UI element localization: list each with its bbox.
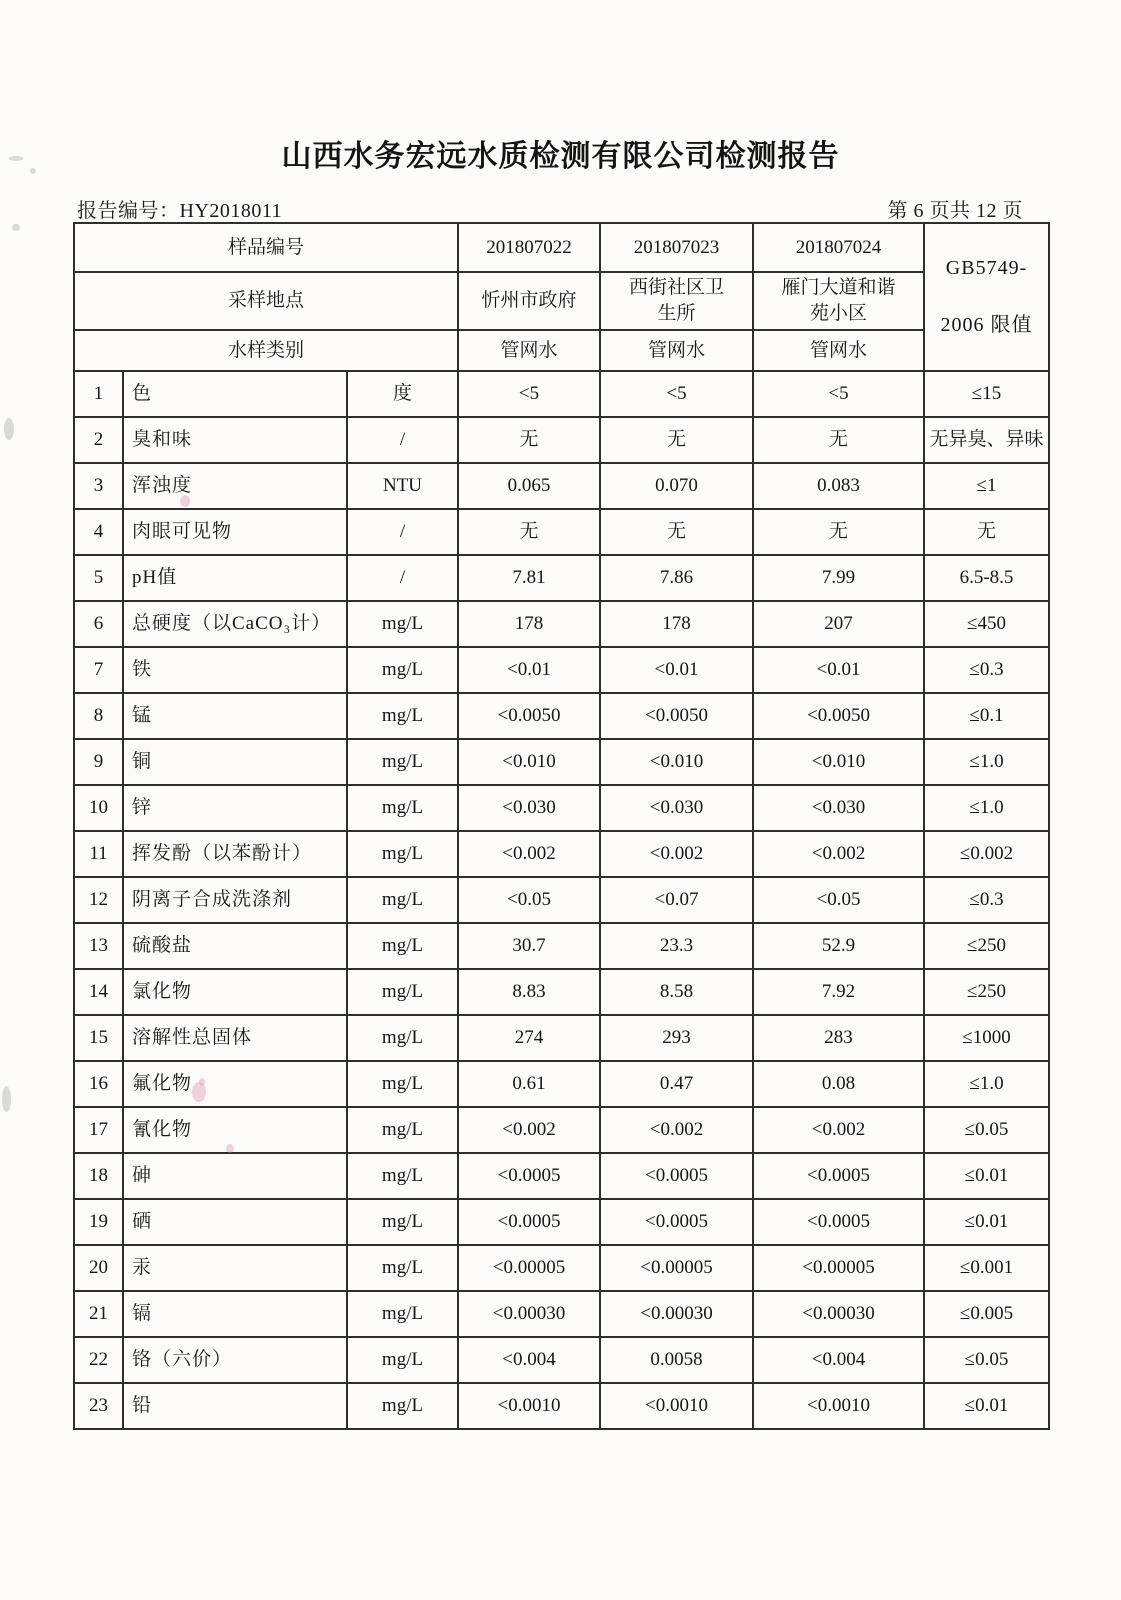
- row-number: 19: [74, 1199, 123, 1245]
- sample1-value: 0.61: [458, 1061, 600, 1107]
- parameter-unit: /: [347, 555, 458, 601]
- limit-value: ≤0.01: [924, 1383, 1049, 1429]
- limit-value: ≤0.01: [924, 1199, 1049, 1245]
- table-row: [74, 1291, 1049, 1337]
- parameter-unit: mg/L: [347, 969, 458, 1015]
- sample1-value: 无: [458, 417, 600, 463]
- parameter-name: pH值: [123, 555, 347, 601]
- sample1-value: <0.010: [458, 739, 600, 785]
- report-number: 报告编号：HY2018011: [77, 200, 283, 222]
- parameter-name: 臭和味: [123, 417, 347, 463]
- sample2-value: <0.07: [600, 877, 753, 923]
- water-quality-table: [73, 222, 1050, 1430]
- sample2-value: <5: [600, 371, 753, 417]
- sample3-value: <0.0005: [753, 1153, 924, 1199]
- sample-number-2: 201807023: [600, 223, 753, 272]
- sample2-value: 8.58: [600, 969, 753, 1015]
- parameter-name: 砷: [123, 1153, 347, 1199]
- page-title: 山西水务宏远水质检测有限公司检测报告: [281, 140, 840, 173]
- sample3-value: <0.010: [753, 739, 924, 785]
- parameter-unit: mg/L: [347, 1383, 458, 1429]
- sample2-value: 0.0058: [600, 1337, 753, 1383]
- table-row: [74, 1153, 1049, 1199]
- parameter-unit: mg/L: [347, 1061, 458, 1107]
- parameter-name: 硒: [123, 1199, 347, 1245]
- row-number: 20: [74, 1245, 123, 1291]
- parameter-unit: mg/L: [347, 1337, 458, 1383]
- sample3-value: <0.002: [753, 831, 924, 877]
- parameter-name: 锌: [123, 785, 347, 831]
- parameter-name: 硫酸盐: [123, 923, 347, 969]
- row-number: 1: [74, 371, 123, 417]
- parameter-name: 肉眼可见物: [123, 509, 347, 555]
- table-row: [74, 1199, 1049, 1245]
- water-type-3: 管网水: [753, 330, 924, 371]
- limit-value: ≤250: [924, 923, 1049, 969]
- parameter-unit: mg/L: [347, 831, 458, 877]
- sample3-value: <0.01: [753, 647, 924, 693]
- table-row: [74, 739, 1049, 785]
- row-number: 18: [74, 1153, 123, 1199]
- limit-value: ≤450: [924, 601, 1049, 647]
- limit-standard-line1: GB5749-: [945, 256, 1028, 279]
- sample-number-1: 201807022: [458, 223, 600, 272]
- limit-value: ≤15: [924, 371, 1049, 417]
- limit-value: ≤1.0: [924, 739, 1049, 785]
- row-number: 21: [74, 1291, 123, 1337]
- table-row: [74, 877, 1049, 923]
- sample2-value: <0.010: [600, 739, 753, 785]
- sampling-location-3: 雁门大道和谐苑小区: [753, 272, 924, 331]
- limit-value: ≤0.001: [924, 1245, 1049, 1291]
- water-type-2: 管网水: [600, 330, 753, 371]
- limit-value: ≤1.0: [924, 1061, 1049, 1107]
- parameter-unit: 度: [347, 371, 458, 417]
- sampling-location-2: 西街社区卫生所: [600, 272, 753, 331]
- table-row: [74, 1107, 1049, 1153]
- sample3-value: <0.0010: [753, 1383, 924, 1429]
- sample2-value: <0.0005: [600, 1153, 753, 1199]
- sample1-value: <0.05: [458, 877, 600, 923]
- parameter-name: 阴离子合成洗涤剂: [123, 877, 347, 923]
- sample1-value: 274: [458, 1015, 600, 1061]
- sample3-value: 0.08: [753, 1061, 924, 1107]
- limit-value: 无: [924, 509, 1049, 555]
- table-row: [74, 831, 1049, 877]
- sample2-value: <0.0010: [600, 1383, 753, 1429]
- sample2-value: <0.0050: [600, 693, 753, 739]
- sample1-value: <0.01: [458, 647, 600, 693]
- limit-value: ≤1000: [924, 1015, 1049, 1061]
- parameter-name: 挥发酚（以苯酚计）: [123, 831, 347, 877]
- sample1-value: <0.00030: [458, 1291, 600, 1337]
- sample3-value: 无: [753, 509, 924, 555]
- limit-value: ≤0.005: [924, 1291, 1049, 1337]
- sample2-value: 293: [600, 1015, 753, 1061]
- parameter-unit: mg/L: [347, 1199, 458, 1245]
- parameter-unit: mg/L: [347, 923, 458, 969]
- parameter-unit: mg/L: [347, 1153, 458, 1199]
- parameter-name: 锰: [123, 693, 347, 739]
- sample3-value: <0.0050: [753, 693, 924, 739]
- limit-value: 无异臭、异味: [924, 417, 1049, 463]
- sample1-value: <0.0050: [458, 693, 600, 739]
- row-number: 15: [74, 1015, 123, 1061]
- sample1-value: 178: [458, 601, 600, 647]
- sample1-value: <0.0005: [458, 1199, 600, 1245]
- parameter-unit: mg/L: [347, 785, 458, 831]
- parameter-name: 氰化物: [123, 1107, 347, 1153]
- parameter-unit: NTU: [347, 463, 458, 509]
- sample1-value: <0.002: [458, 1107, 600, 1153]
- sample2-value: 7.86: [600, 555, 753, 601]
- sample3-value: 7.92: [753, 969, 924, 1015]
- sample3-value: <5: [753, 371, 924, 417]
- sample-number-3: 201807024: [753, 223, 924, 272]
- parameter-name: 氯化物: [123, 969, 347, 1015]
- header-sample-no-label: 样品编号: [74, 223, 458, 272]
- parameter-unit: /: [347, 417, 458, 463]
- table-row: [74, 1383, 1049, 1429]
- header-row-sample-no: [74, 223, 1049, 272]
- parameter-unit: mg/L: [347, 1107, 458, 1153]
- parameter-unit: mg/L: [347, 1015, 458, 1061]
- row-number: 22: [74, 1337, 123, 1383]
- limit-value: ≤250: [924, 969, 1049, 1015]
- limit-value: ≤0.05: [924, 1337, 1049, 1383]
- parameter-name: 溶解性总固体: [123, 1015, 347, 1061]
- header-row-type: [74, 330, 1049, 371]
- parameter-name: 铅: [123, 1383, 347, 1429]
- sample2-value: <0.0005: [600, 1199, 753, 1245]
- parameter-unit: mg/L: [347, 877, 458, 923]
- sample3-value: 0.083: [753, 463, 924, 509]
- sample1-value: <5: [458, 371, 600, 417]
- table-row: [74, 969, 1049, 1015]
- row-number: 11: [74, 831, 123, 877]
- scan-artifact: [2, 1086, 11, 1112]
- sample2-value: <0.00005: [600, 1245, 753, 1291]
- parameter-unit: /: [347, 509, 458, 555]
- limit-value: ≤0.1: [924, 693, 1049, 739]
- sample1-value: 8.83: [458, 969, 600, 1015]
- page-indicator: 第 6 页共 12 页: [887, 200, 1023, 222]
- table-row: [74, 417, 1049, 463]
- sample3-value: <0.004: [753, 1337, 924, 1383]
- sample2-value: <0.00030: [600, 1291, 753, 1337]
- table-row: [74, 693, 1049, 739]
- sample3-value: <0.05: [753, 877, 924, 923]
- row-number: 23: [74, 1383, 123, 1429]
- parameter-unit: mg/L: [347, 1245, 458, 1291]
- row-number: 3: [74, 463, 123, 509]
- sample1-value: <0.004: [458, 1337, 600, 1383]
- table-row: [74, 1337, 1049, 1383]
- table-row: [74, 1015, 1049, 1061]
- limit-value: ≤0.002: [924, 831, 1049, 877]
- sample1-value: <0.0005: [458, 1153, 600, 1199]
- sample2-value: <0.01: [600, 647, 753, 693]
- limit-value: ≤0.01: [924, 1153, 1049, 1199]
- header-location-label: 采样地点: [74, 272, 458, 331]
- row-number: 6: [74, 601, 123, 647]
- limit-value: ≤1: [924, 463, 1049, 509]
- header-limit-standard: [924, 223, 1049, 371]
- sample2-value: 0.47: [600, 1061, 753, 1107]
- parameter-unit: mg/L: [347, 647, 458, 693]
- table-row: [74, 555, 1049, 601]
- sampling-location-1: 忻州市政府: [458, 272, 600, 331]
- row-number: 4: [74, 509, 123, 555]
- row-number: 12: [74, 877, 123, 923]
- row-number: 7: [74, 647, 123, 693]
- sample1-value: 无: [458, 509, 600, 555]
- parameter-name: 铬（六价）: [123, 1337, 347, 1383]
- limit-standard-line2: 2006 限值: [940, 314, 1033, 337]
- sample1-value: 0.065: [458, 463, 600, 509]
- table-row: [74, 463, 1049, 509]
- sample3-value: <0.002: [753, 1107, 924, 1153]
- sample2-value: <0.002: [600, 831, 753, 877]
- sample3-value: 207: [753, 601, 924, 647]
- sample2-value: <0.030: [600, 785, 753, 831]
- sample3-value: <0.00005: [753, 1245, 924, 1291]
- sample2-value: 23.3: [600, 923, 753, 969]
- parameter-name: 氟化物: [123, 1061, 347, 1107]
- limit-value: ≤1.0: [924, 785, 1049, 831]
- sample2-value: 0.070: [600, 463, 753, 509]
- header-row-location: [74, 272, 1049, 331]
- parameter-unit: mg/L: [347, 1291, 458, 1337]
- sample3-value: <0.00030: [753, 1291, 924, 1337]
- sample1-value: <0.030: [458, 785, 600, 831]
- parameter-name: 铁: [123, 647, 347, 693]
- table-row: [74, 785, 1049, 831]
- row-number: 2: [74, 417, 123, 463]
- parameter-name: 色: [123, 371, 347, 417]
- table-row: [74, 601, 1049, 647]
- parameter-name: 总硬度（以CaCO₃计）: [123, 601, 347, 647]
- row-number: 8: [74, 693, 123, 739]
- table-row: [74, 509, 1049, 555]
- row-number: 10: [74, 785, 123, 831]
- sample3-value: 52.9: [753, 923, 924, 969]
- sample3-value: 283: [753, 1015, 924, 1061]
- table-row: [74, 647, 1049, 693]
- parameter-name: 铜: [123, 739, 347, 785]
- limit-value: ≤0.3: [924, 877, 1049, 923]
- row-number: 5: [74, 555, 123, 601]
- sample1-value: <0.0010: [458, 1383, 600, 1429]
- sample1-value: <0.00005: [458, 1245, 600, 1291]
- sample2-value: 无: [600, 417, 753, 463]
- row-number: 14: [74, 969, 123, 1015]
- row-number: 17: [74, 1107, 123, 1153]
- header-type-label: 水样类别: [74, 330, 458, 371]
- limit-value: 6.5-8.5: [924, 555, 1049, 601]
- parameter-unit: mg/L: [347, 693, 458, 739]
- parameter-name: 汞: [123, 1245, 347, 1291]
- sample3-value: <0.030: [753, 785, 924, 831]
- scan-artifact: [12, 224, 20, 231]
- sample2-value: 无: [600, 509, 753, 555]
- sample3-value: 7.99: [753, 555, 924, 601]
- parameter-name: 镉: [123, 1291, 347, 1337]
- sample3-value: <0.0005: [753, 1199, 924, 1245]
- row-number: 16: [74, 1061, 123, 1107]
- water-type-1: 管网水: [458, 330, 600, 371]
- table-row: [74, 923, 1049, 969]
- sample1-value: 30.7: [458, 923, 600, 969]
- parameter-unit: mg/L: [347, 739, 458, 785]
- sample2-value: 178: [600, 601, 753, 647]
- table-row: [74, 1245, 1049, 1291]
- sample3-value: 无: [753, 417, 924, 463]
- parameter-name: 浑浊度: [123, 463, 347, 509]
- parameter-unit: mg/L: [347, 601, 458, 647]
- row-number: 9: [74, 739, 123, 785]
- report-meta: [77, 194, 1023, 223]
- sample1-value: 7.81: [458, 555, 600, 601]
- scan-artifact: [4, 418, 14, 440]
- table-row: [74, 371, 1049, 417]
- row-number: 13: [74, 923, 123, 969]
- sample1-value: <0.002: [458, 831, 600, 877]
- sample2-value: <0.002: [600, 1107, 753, 1153]
- table-row: [74, 1061, 1049, 1107]
- limit-value: ≤0.05: [924, 1107, 1049, 1153]
- limit-value: ≤0.3: [924, 647, 1049, 693]
